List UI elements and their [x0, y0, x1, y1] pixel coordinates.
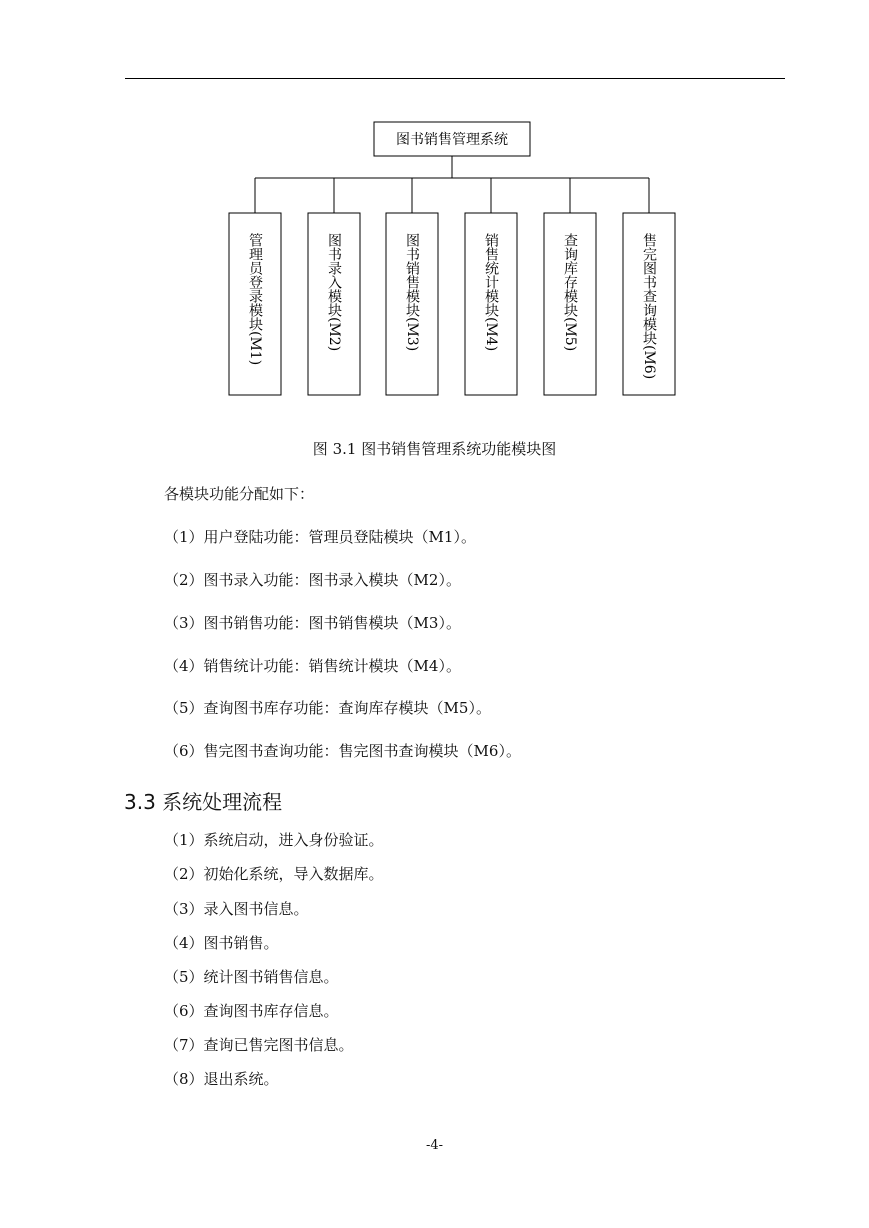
function-item: （2）图书录入功能：图书录入模块（M2）。	[164, 571, 461, 589]
step-item: （2）初始化系统，导入数据库。	[164, 865, 384, 883]
function-item: （6）售完图书查询功能：售完图书查询模块（M6）。	[164, 742, 521, 760]
step-item: （1）系统启动，进入身份验证。	[164, 831, 384, 849]
root-label: 图书销售管理系统	[396, 132, 508, 148]
step-item: （4）图书销售。	[164, 934, 279, 952]
figure-caption: 图 3.1 图书销售管理系统功能模块图	[312, 440, 557, 458]
function-item: （1）用户登陆功能：管理员登陆模块（M1）。	[164, 528, 476, 546]
module-label: 图书销售模块(M3)	[404, 233, 420, 352]
function-item: （4）销售统计功能：销售统计模块（M4）。	[164, 657, 461, 675]
page-number: -4-	[425, 1138, 444, 1153]
module-diagram	[0, 0, 869, 430]
section-heading: 3.3 系统处理流程	[124, 790, 283, 814]
step-item: （5）统计图书销售信息。	[164, 968, 339, 986]
module-label: 销售统计模块(M4)	[483, 233, 499, 352]
module-label: 管理员登录模块(M1)	[247, 233, 263, 366]
step-item: （3）录入图书信息。	[164, 900, 309, 918]
step-item: （7）查询已售完图书信息。	[164, 1036, 354, 1054]
function-item: （5）查询图书库存功能：查询库存模块（M5）。	[164, 699, 491, 717]
step-item: （6）查询图书库存信息。	[164, 1002, 339, 1020]
intro-text: 各模块功能分配如下：	[164, 485, 315, 503]
function-item: （3）图书销售功能：图书销售模块（M3）。	[164, 614, 461, 632]
module-label: 售完图书查询模块(M6)	[641, 233, 657, 380]
module-label: 查询库存模块(M5)	[562, 233, 578, 352]
module-label: 图书录入模块(M2)	[326, 233, 342, 352]
step-item: （8）退出系统。	[164, 1070, 279, 1088]
